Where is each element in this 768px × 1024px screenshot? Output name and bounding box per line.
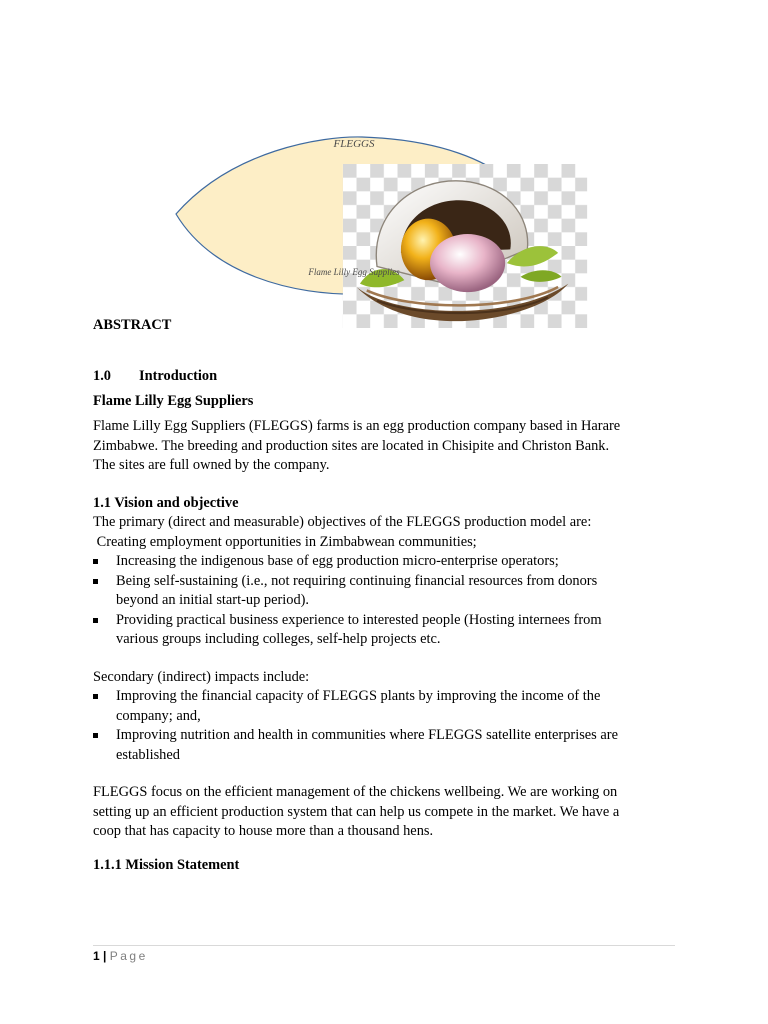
list-item-line: Improving nutrition and health in communities where FLEGGS satellite enterprises are xyxy=(116,727,618,743)
vision-heading: 1.1 Vision and objective xyxy=(93,495,239,511)
intro-paragraph xyxy=(93,417,683,476)
secondary-lead: Secondary (indirect) impacts include: xyxy=(93,669,310,685)
secondary-bullet-list xyxy=(93,687,683,765)
bullet-marker xyxy=(93,579,98,584)
logo-top-text: FLEGGS xyxy=(333,138,375,150)
list-item-line: Improving the financial capacity of FLEGGS plants by improving the income of the xyxy=(116,688,601,704)
intro-line: Flame Lilly Egg Suppliers (FLEGGS) farms is an egg production company based in Harare xyxy=(93,418,621,434)
intro-line: Zimbabwe. The breeding and production sites are located in Chisipite and Christon Bank. xyxy=(93,437,610,454)
egg-nest-icon xyxy=(283,164,426,260)
focus-line: coop that has capacity to house more than a thousand hens. xyxy=(93,823,434,839)
footer-divider xyxy=(93,945,675,946)
intro-line: The sites are full owned by the company. xyxy=(93,457,330,473)
focus-paragraph xyxy=(93,783,683,842)
page-label: Page xyxy=(109,949,148,963)
list-item-line: beyond an initial start-up period). xyxy=(116,592,310,608)
list-item-line: company; and, xyxy=(116,707,201,724)
page-footer xyxy=(93,948,148,964)
list-item xyxy=(93,572,683,611)
list-item xyxy=(93,687,683,726)
mission-heading: 1.1.1 Mission Statement xyxy=(93,857,240,873)
vision-bullet-list xyxy=(93,552,683,650)
bullet-marker xyxy=(93,694,98,699)
list-item xyxy=(93,726,683,765)
company-logo xyxy=(172,134,536,298)
intro-heading-number: 1.0 xyxy=(93,368,111,384)
page-number: 1 xyxy=(93,949,100,963)
intro-heading-title: Introduction xyxy=(139,368,218,384)
intro-heading xyxy=(93,367,683,387)
list-item xyxy=(93,611,683,650)
bullet-marker xyxy=(93,559,98,564)
logo-bottom-text: Flame Lilly Egg Supplies xyxy=(308,267,400,277)
intro-subheading: Flame Lilly Egg Suppliers xyxy=(93,393,254,409)
list-item-line: various groups including colleges, self-help projects etc. xyxy=(116,631,441,647)
list-item-line: Providing practical business experience to interested people (Hosting internees from xyxy=(116,611,602,628)
vision-lead: The primary (direct and measurable) objectives of the FLEGGS production model are: xyxy=(93,514,592,530)
list-item xyxy=(93,552,683,572)
bullet-marker xyxy=(93,733,98,738)
vision-lead-2: Creating employment opportunities in Zimbabwean communities; xyxy=(93,534,477,550)
abstract-heading: ABSTRACT xyxy=(93,317,172,333)
footer-separator: | xyxy=(99,949,110,963)
list-item-line: established xyxy=(116,746,180,763)
focus-line: FLEGGS focus on the efficient management of the chickens wellbeing. We are working on xyxy=(93,784,618,800)
bullet-marker xyxy=(93,618,98,623)
focus-line: setting up an efficient production system that can help us compete in the market. We have a xyxy=(93,803,620,820)
list-item-line: Increasing the indigenous base of egg production micro-enterprise operators; xyxy=(116,553,559,569)
list-item-line: Being self-sustaining (i.e., not requiring continuing financial resources from donors xyxy=(116,572,598,589)
